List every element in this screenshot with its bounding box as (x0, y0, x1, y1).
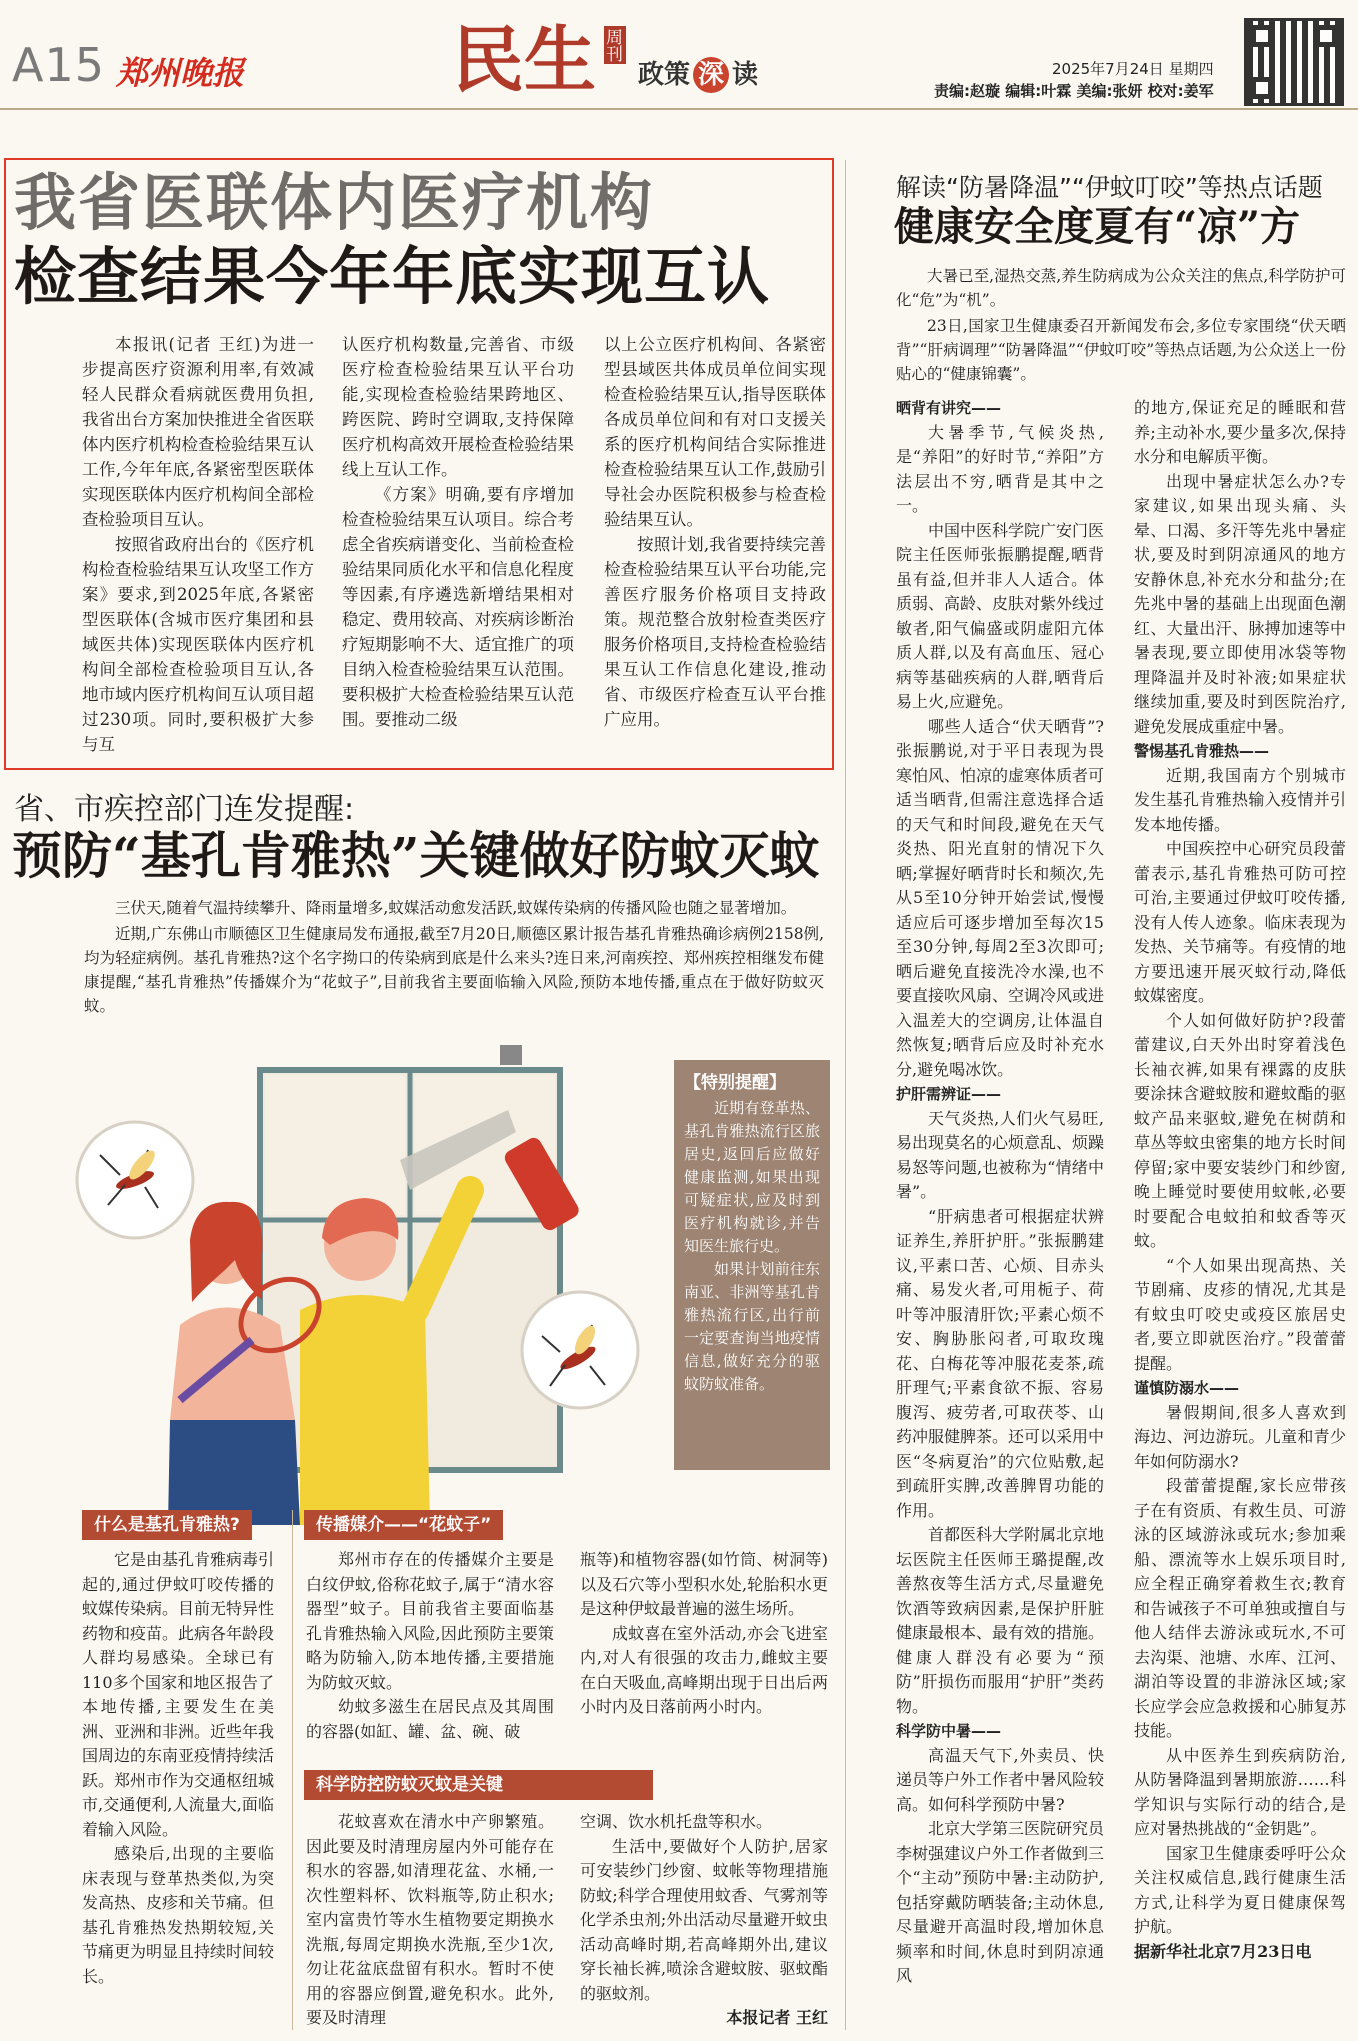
article3-para: 高温天气下,外卖员、快递员等户外工作者中暑风险较高。如何科学预防中暑? (896, 1745, 1105, 1814)
article3-column-1 (896, 396, 1104, 1989)
vector-column-2 (580, 1548, 828, 1720)
section-tag-what-is: 什么是基孔肯雅热? (82, 1510, 252, 1540)
article3-para: 首都医科大学附属北京地坛医院主任医师王璐提醒,改善熬夜等生活方式,尽量避免饮酒等致病因素,是保护肝脏健康最根本、最有效的措施。健康人群没有必要为“预防”肝损伤而服用“护肝”类药物。 (896, 1525, 1105, 1716)
article2-title: 预防“基孔肯雅热”关键做好防蚊灭蚊 (12, 826, 820, 885)
article3-subhead: 晒背有讲究—— (896, 399, 1002, 417)
article1-para: 按照计划,我省要持续完善检查检验结果互认平台功能,完善医疗服务价格项目支持政策。规范整合放射检查类医疗服务价格项目,支持检查检验结果互认工作信息化建设,推动省、市级医疗检查互认平台推广应用。 (604, 535, 826, 729)
article1-para: 认医疗机构数量,完善省、市级医疗检查检验结果互认平台功能,实现检查检验结果跨地区、跨医院、跨时空调取,支持保障医疗机构高效开展检查检验结果线上互认工作。 (342, 335, 574, 479)
article3-lead (896, 264, 1346, 388)
article3-kicker: 解读“防暑降温”“伊蚊叮咬”等热点话题 (896, 173, 1323, 202)
special-reminder-para: 如果计划前往东南亚、非洲等基孔肯雅热流行区,出行前一定要查询当地疫情信息,做好充分的驱蚊防蚊准备。 (684, 1260, 820, 1393)
article3-para: 从中医养生到疾病防治,从防暑降温到暑期旅游……科学知识与实际行动的结合,是应对暑热挑战的“金钥匙”。 (1134, 1745, 1346, 1838)
article1-title-line1: 我省医联体内医疗机构 (14, 166, 655, 239)
article2-kicker: 省、市疾控部门连发提醒: (14, 792, 355, 827)
section-tag-vector: 传播媒介——“花蚊子” (304, 1510, 503, 1540)
article3-subhead: 谨慎防溺水—— (1134, 1379, 1240, 1397)
prevention-column-1 (306, 1810, 554, 2031)
section-title (452, 18, 758, 102)
article3-para: 段蕾蕾提醒,家长应带孩子在有资质、有救生员、可游泳的区域游泳或玩水;参加乘船、漂流等水上娱乐项目时,应全程正确穿着救生衣;教育和告诫孩子不可单独或擅自与他人结伴去游泳或玩水,不可去沟渠、池塘、水库、江河、湖泊等设置的非游泳区域;家长应学会应急救援和心肺复苏技能。 (1134, 1476, 1346, 1740)
article3-para: 暑假期间,很多人喜欢到海边、河边游玩。儿童和青少年如何防溺水? (1134, 1402, 1346, 1471)
vector-para: 瓶等)和植物容器(如竹筒、树洞等)以及石穴等小型积水处,轮胎积水更是这种伊蚊最普遍的滋生场所。 (580, 1550, 828, 1618)
article3-subhead: 警惕基孔肯雅热—— (1134, 742, 1270, 760)
section-subtitle (638, 54, 758, 93)
article3-para: 天气炎热,人们火气易旺,易出现莫名的心烦意乱、烦躁易怒等问题,也被称为“情绪中暑”。 (896, 1108, 1105, 1201)
subtitle-deep: 深 (693, 57, 729, 93)
article1-column-2 (342, 332, 574, 732)
article3-para: “个人如果出现高热、关节剧痛、皮疹的情况,尤其是有蚊虫叮咬史或疫区旅居史者,要立即就医治疗。”段蕾蕾提醒。 (1134, 1255, 1346, 1373)
prevention-column-2 (580, 1810, 828, 2031)
section-char-2: 生 (524, 17, 597, 102)
article3-para: 中国中医科学院广安门医院主任医师张振鹏提醒,晒背虽有益,但并非人人适合。体质弱、高龄、皮肤对紫外线过敏者,阳气偏盛或阴虚阳亢体质人群,以及有高血压、冠心病等基础疾病的人群,晒背后易上火,应避免。 (896, 520, 1105, 711)
subtitle-policy: 政策 (638, 60, 691, 90)
article2-byline: 本报记者 王红 (726, 2008, 828, 2027)
prevention-para: 花蚊喜欢在清水中产卵繁殖。因此要及时清理房屋内外可能存在积水的容器,如清理花盆、水桶,一次性塑料杯、饮料瓶等,防止积水;室内富贵竹等水生植物要定期换水洗瓶,每周定期换水洗瓶,至少1次,勿让花盆底盘留有积水。暂时不使用的容器应倒置,避免积水。此外,要及时清理 (306, 1812, 554, 2027)
column-divider (845, 160, 846, 2030)
article3-subhead: 科学防中暑—— (896, 1722, 1002, 1740)
article3-column-2 (1134, 396, 1346, 1964)
article2-lead (84, 896, 824, 1020)
article3-para: 大暑季节,气候炎热,是“养阳”的好时节,“养阳”方法层出不穷,晒背是其中之一。 (896, 422, 1104, 515)
vector-para: 郑州市存在的传播媒介主要是白纹伊蚊,俗称花蚊子,属于“清水容器型”蚊子。目前我省主要面临基孔肯雅热输入风险,因此预防主要策略为防输入,防本地传播,主要措施为防蚊灭蚊。 (306, 1550, 554, 1692)
article3-subhead: 护肝需辨证—— (896, 1085, 1002, 1103)
page-number: A15 (12, 38, 106, 92)
page-header (0, 0, 1358, 112)
article3-byline: 据新华社北京7月23日电 (1134, 1941, 1312, 1961)
mosquito-illustration (30, 1040, 670, 1525)
what-is-column (82, 1548, 274, 1989)
article1-para: 本报讯(记者 王红)为进一步提高医疗资源利用率,有效减轻人民群众看病就医费用负担,我省出台方案加快推进全省医联体内医疗机构检查检验结果互认工作,今年年底,各紧密型医联体实现医联体内医疗机构间全部检查检验项目互认。 (82, 335, 314, 529)
editor-credits: 责编:赵璇 编辑:叶霖 美编:张妍 校对:姜军 (934, 82, 1214, 100)
article3-lead-para: 23日,国家卫生健康委召开新闻发布会,多位专家围绕“伏天晒背”“肝病调理”“防暑降温”“伊蚊叮咬”等热点话题,为公众送上一份贴心的“健康锦囊”。 (896, 317, 1346, 383)
special-reminder-para: 近期有登革热、基孔肯雅热流行区旅居史,返回后应做好健康监测,如果出现可疑症状,应及时到医疗机构就诊,并告知医生旅行史。 (684, 1099, 820, 1255)
article3-para: 国家卫生健康委呼吁公众关注权威信息,践行健康生活方式,让科学为夏日健康保驾护航。 (1134, 1843, 1346, 1936)
article3-para: 的地方,保证充足的睡眠和营养;主动补水,要少量多次,保持水分和电解质平衡。 (1134, 398, 1346, 466)
prevention-para: 生活中,要做好个人防护,居家可安装纱门纱窗、蚊帐等物理措施防蚊;科学合理使用蚊香、气雾剂等化学杀虫剂;外出活动尽量避开蚊虫活动高峰时期,若高峰期外出,建议穿长袖长裤,喷涂含避蚊胺、驱蚊酯的驱蚊剂。 (580, 1836, 828, 2003)
vector-para: 成蚊喜在室外活动,亦会飞进室内,对人有很强的攻击力,雌蚊主要在白天吸血,高峰期出现于日出后两小时内及日落前两小时内。 (580, 1623, 828, 1716)
article3-para: “肝病患者可根据症状辨证养生,养肝护肝。”张振鹏建议,平素口苦、心烦、目赤头痛、易发火者,可用栀子、荷叶等冲服清肝饮;平素心烦不安、胸胁胀闷者,可取玫瑰花、白梅花等冲服花麦茶,疏肝理气;平素食欲不振、容易腹泻、疲劳者,可取茯苓、山药冲服健脾茶。还可以采用中医“冬病夏治”的穴位贴敷,起到疏肝实脾,改善脾胃功能的作用。 (896, 1206, 1105, 1520)
section-tag-prevention: 科学防控防蚊灭蚊是关键 (304, 1770, 653, 1800)
special-reminder-box (674, 1060, 830, 1470)
article3-para: 中国疾控中心研究员段蕾蕾表示,基孔肯雅热可防可控可治,主要通过伊蚊叮咬传播,没有人传人迹象。临床表现为发热、关节痛等。有疫情的地方要迅速开展灭蚊行动,降低蚊媒密度。 (1134, 839, 1346, 1005)
illustration-svg (30, 1040, 670, 1525)
article1-para: 按照省政府出台的《医疗机构检查检验结果互认攻坚工作方案》要求,到2025年底,各紧密型医联体(含城市医疗集团和县域医共体)实现医联体内医疗机构间全部检查检验项目互认,各地市域内医疗机构间互认项目超过230项。同时,要积极扩大参与互 (82, 535, 314, 754)
article3-para: 近期,我国南方个别城市发生基孔肯雅热输入疫情并引发本地传播。 (1134, 765, 1346, 834)
what-is-para: 它是由基孔肯雅病毒引起的,通过伊蚊叮咬传播的蚊媒传染病。目前无特异性药物和疫苗。此病各年龄段人群均易感染。全球已有110多个国家和地区报告了本地传播,主要发生在美洲、亚洲和非洲。近些年我国周边的东南亚疫情持续活跃。郑州市作为交通枢纽城市,交通便利,人流量大,面临着输入风险。 (82, 1550, 275, 1839)
article3-para: 出现中暑症状怎么办?专家建议,如果出现头痛、头晕、口渴、多汗等先兆中暑症状,要及时到阴凉通风的地方安静休息,补充水分和盐分;在先兆中暑的基础上出现面色潮红、大量出汗、脉搏加速等中暑表现,要立即使用冰袋等物理降温并及时补液;如果症状继续加重,要及时到医院治疗,避免发展成重症中暑。 (1134, 471, 1346, 736)
weekly-badge: 周刊 (604, 26, 626, 64)
article1-column-3 (604, 332, 826, 732)
article3-para: 北京大学第三医院研究员李树强建议户外工作者做到三个“主动”预防中暑:主动防护,包括穿戴防晒装备;主动休息,尽量避开高温时段,增加休息频率和时间,休息时到阴凉通风 (896, 1819, 1105, 1985)
prevention-para: 空调、饮水机托盘等积水。 (580, 1812, 773, 1831)
section-char-1: 民 (452, 17, 525, 102)
vector-column-1 (306, 1548, 554, 1744)
article3-title: 健康安全度夏有“凉”方 (894, 203, 1301, 250)
special-reminder-heading: 【特别提醒】 (684, 1073, 786, 1093)
issue-date: 2025年7月24日 星期四 (1052, 60, 1214, 78)
article3-lead-para: 大暑已至,湿热交蒸,养生防病成为公众关注的焦点,科学防护可化“危”为“机”。 (896, 267, 1346, 309)
article1-title-line2: 检查结果今年年底实现互认 (14, 240, 771, 313)
vertical-rule (292, 1510, 293, 2030)
article1-column-1 (82, 332, 314, 757)
article2-lead-para: 近期,广东佛山市顺德区卫生健康局发布通报,截至7月20日,顺德区累计报告基孔肯雅热确诊病例2158例,均为轻症病例。基孔肯雅热?这个名字拗口的传染病到底是什么来头?连日来,河南疾控、郑州疾控相继发布健康提醒,“基孔肯雅热”传播媒介为“花蚊子”,目前我省主要面临输入风险,预防本地传播,重点在于做好防蚊灭蚊。 (84, 925, 824, 1015)
paper-logo: 郑州晚报 (116, 54, 245, 92)
header-rule (0, 108, 1358, 110)
vector-para: 幼蚊多滋生在居民点及其周围的容器(如缸、罐、盆、碗、破 (306, 1697, 554, 1741)
article1-para: 《方案》明确,要有序增加检查检验结果互认项目。综合考虑全省疾病谱变化、当前检查检验结果同质化水平和信息化程度等因素,有序遴选新增结果相对稳定、费用较高、对疾病诊断治疗短期影响不大、适宜推广的项目纳入检查检验结果互认范围。要积极扩大检查检验结果互认范围。要推动二级 (342, 485, 574, 729)
article1-para: 以上公立医疗机构间、各紧密型县域医共体成员单位间实现检查检验结果互认,指导医联体各成员单位间和有对口支援关系的医疗机构间结合实际推进检查检验结果互认工作,鼓励引导社会办医院积极参与检查检验结果互认。 (604, 335, 826, 529)
qr-code[interactable] (1244, 18, 1344, 106)
article3-para: 个人如何做好防护?段蕾蕾建议,白天外出时穿着浅色长袖衣裤,如果有裸露的皮肤要涂抹含避蚊胺和避蚊酯的驱蚊产品来驱蚊,避免在树荫和草丛等蚊虫密集的地方长时间停留;家中要安装纱门和纱窗,晚上睡觉时要使用蚊帐,必要时要配合电蚊拍和蚊香等灭蚊。 (1134, 1010, 1346, 1250)
article3-para: 哪些人适合“伏天晒背”?张振鹏说,对于平日表现为畏寒怕风、怕凉的虚寒体质者可适当晒背,但需注意选择合适的天气和时间段,避免在天气炎热、阳光直射的情况下久晒;掌握好晒背时长和频次,先从5至10分钟开始尝试,慢慢适应后可逐步增加至每次15至30分钟,每周2至3次即可;晒后避免直接洗冷水澡,也不要直接吹风扇、空调冷风或进入温差大的空调房,让体温自然恢复;晒背后应及时补充水分,避免喝冰饮。 (896, 716, 1105, 1079)
what-is-para: 感染后,出现的主要临床表现与登革热类似,为突发高热、皮疹和关节痛。但基孔肯雅热发热期较短,关节痛更为明显且持续时间较长。 (82, 1844, 275, 1986)
subtitle-read: 读 (732, 60, 759, 90)
article2-lead-para: 三伏天,随着气温持续攀升、降雨量增多,蚊媒活动愈发活跃,蚊媒传染病的传播风险也随之显著增加。 (115, 899, 797, 917)
